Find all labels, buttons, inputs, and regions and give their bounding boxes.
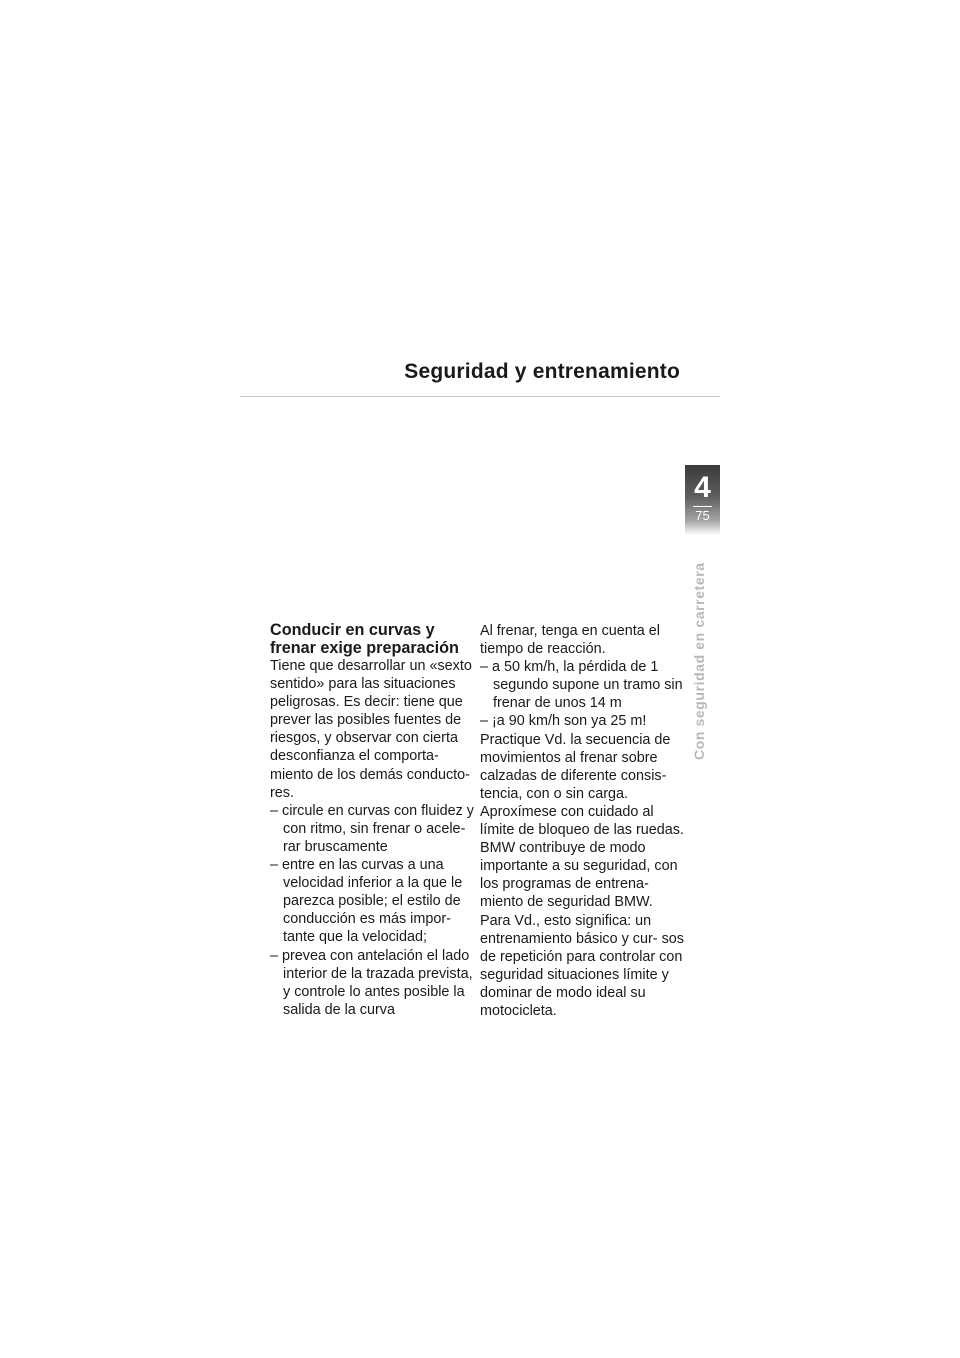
- list-item: – circule en curvas con fluidez y con ritmo, sin frenar o acele- rar bruscamente: [270, 802, 474, 855]
- braking-intro-paragraph: Al frenar, tenga en cuenta el tiempo de reacción.: [480, 623, 661, 658]
- intro-paragraph: Tiene que desarrollar un «sexto sentido» para las situaciones peligrosas. Es decir: tiene que prever las posibles fuentes de riesgos, y observar con cierta desconfianza el comporta- miento de los demás conducto- res.: [270, 658, 472, 801]
- list-item: – ¡a 90 km/h son ya 25 m!: [480, 713, 647, 730]
- bmw-paragraph: BMW contribuye de modo importante a su seguridad, con los programas de entrena- miento de seguridad BMW.: [480, 840, 678, 911]
- chapter-side-label: Con seguridad en carretera: [691, 562, 707, 760]
- title-divider: [240, 396, 720, 397]
- page-title: Seguridad y entrenamiento: [404, 360, 680, 383]
- chapter-number: 4: [694, 471, 711, 504]
- chapter-divider: [693, 506, 712, 507]
- section-heading-line-1: Conducir en curvas y: [270, 621, 435, 639]
- section-heading-line-2: frenar exige preparación: [270, 638, 459, 657]
- list-item: – entre en las curvas a una velocidad inferior a la que le parezca posible; el estilo de conducción es más impor- tante que la velocidad;: [270, 857, 463, 946]
- section-heading: [270, 622, 475, 657]
- page-number: 75: [695, 508, 710, 523]
- list-item: – a 50 km/h, la pérdida de 1 segundo supone un tramo sin frenar de unos 14 m: [480, 659, 683, 712]
- chapter-tab: [685, 465, 720, 535]
- practice-paragraph: Practique Vd. la secuencia de movimientos al frenar sobre calzadas de diferente consis- tencia, con o sin carga. Aproxímese con cuidado al límite de bloqueo de las ruedas.: [480, 731, 684, 839]
- list-item: – prevea con antelación el lado interior de la trazada prevista, y controle lo antes posible la salida de la curva: [270, 947, 473, 1018]
- left-column: [270, 622, 475, 1019]
- right-column: [480, 622, 685, 1020]
- meaning-paragraph: Para Vd., esto significa: un entrenamiento básico y cur- sos de repetición para controlar con seguridad situaciones límite y dominar de modo ideal su motocicleta.: [480, 912, 684, 1019]
